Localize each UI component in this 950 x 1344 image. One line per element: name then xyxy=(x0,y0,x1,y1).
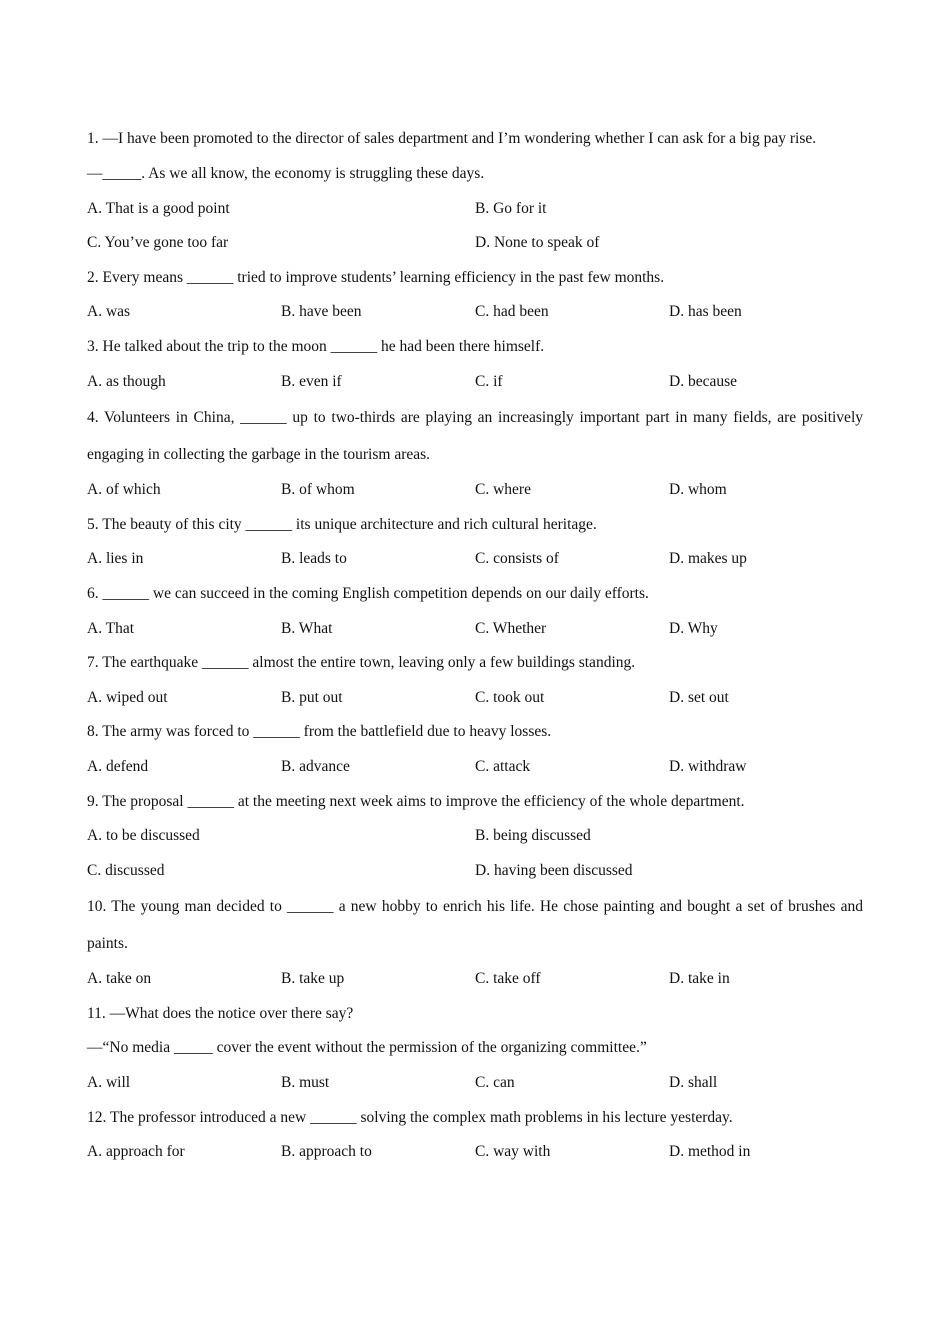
question-2-options xyxy=(87,295,863,330)
exam-page xyxy=(87,120,863,1170)
question-1-response: —_____. As we all know, the economy is struggling these days. xyxy=(87,165,485,182)
option-a: A. will xyxy=(87,1074,131,1092)
option-a: A. take on xyxy=(87,970,152,988)
option-d: D. set out xyxy=(669,688,729,706)
option-b: B. take up xyxy=(281,970,345,988)
option-a: A. was xyxy=(87,303,131,321)
question-8-options xyxy=(87,750,863,785)
question-11-response: —“No media _____ cover the event without the permission of the organizing committee.” xyxy=(87,1039,647,1057)
question-4 xyxy=(87,399,863,508)
option-a: A. lies in xyxy=(87,550,144,568)
question-3-options xyxy=(87,365,863,400)
option-c: C. took out xyxy=(475,688,545,706)
question-9-options xyxy=(87,819,863,854)
option-c: C. Whether xyxy=(475,619,547,637)
question-4-stem: 4. Volunteers in China, ______ up to two-thirds are playing an increasingly important part in many fields, are positively engaging in collecting the garbage in the tourism areas. xyxy=(87,409,863,464)
question-1 xyxy=(87,120,863,261)
option-c: C. discussed xyxy=(87,861,165,879)
option-b: B. put out xyxy=(281,688,343,706)
question-12 xyxy=(87,1101,863,1170)
question-1-options xyxy=(87,226,863,261)
question-9-stem: 9. The proposal ______ at the meeting next week aims to improve the efficiency of the whole department. xyxy=(87,792,745,810)
option-c: C. had been xyxy=(475,303,549,321)
option-d: D. Why xyxy=(669,619,718,637)
option-a: A. That xyxy=(87,619,135,637)
question-6-options xyxy=(87,612,863,647)
option-a: A. wiped out xyxy=(87,688,168,706)
question-2-stem: 2. Every means ______ tried to improve students’ learning efficiency in the past few months. xyxy=(87,268,665,286)
option-a: A. approach for xyxy=(87,1143,185,1161)
option-d: D. shall xyxy=(669,1074,718,1092)
option-c: C. consists of xyxy=(475,550,559,568)
option-b: B. even if xyxy=(281,372,342,390)
question-1-stem: 1. —I have been promoted to the director of sales department and I’m wondering whether I can ask for a big pay rise. xyxy=(87,130,817,147)
option-c: C. can xyxy=(475,1074,515,1092)
option-b: B. Go for it xyxy=(475,199,547,217)
option-b: B. of whom xyxy=(281,481,355,499)
option-d: D. method in xyxy=(669,1143,751,1161)
question-7 xyxy=(87,646,863,715)
question-2 xyxy=(87,261,863,330)
option-b: B. being discussed xyxy=(475,827,591,845)
option-d: D. has been xyxy=(669,303,742,321)
option-a: A. That is a good point xyxy=(87,199,230,217)
question-3 xyxy=(87,330,863,399)
option-c: C. where xyxy=(475,481,531,499)
question-4-options xyxy=(87,473,863,508)
question-11-options xyxy=(87,1066,863,1101)
option-c: C. way with xyxy=(475,1143,551,1161)
option-c: C. You’ve gone too far xyxy=(87,234,229,252)
question-7-stem: 7. The earthquake ______ almost the entire town, leaving only a few buildings standing. xyxy=(87,654,636,672)
option-d: D. makes up xyxy=(669,550,747,568)
question-12-options xyxy=(87,1135,863,1170)
option-a: A. to be discussed xyxy=(87,827,200,845)
option-c: C. take off xyxy=(475,970,541,988)
option-a: A. of which xyxy=(87,481,161,499)
option-d: D. whom xyxy=(669,481,727,499)
question-9 xyxy=(87,785,863,889)
question-9-options xyxy=(87,854,863,889)
option-d: D. because xyxy=(669,372,737,390)
question-12-stem: 12. The professor introduced a new ______ solving the complex math problems in his lecture yesterday. xyxy=(87,1108,733,1126)
question-6 xyxy=(87,577,863,646)
option-a: A. defend xyxy=(87,757,149,775)
option-b: B. have been xyxy=(281,303,362,321)
option-b: B. must xyxy=(281,1074,330,1092)
option-d: D. take in xyxy=(669,970,730,988)
question-10-options xyxy=(87,962,863,997)
question-3-stem: 3. He talked about the trip to the moon ______ he had been there himself. xyxy=(87,337,545,355)
question-5-options xyxy=(87,542,863,577)
option-c: C. if xyxy=(475,372,503,390)
option-c: C. attack xyxy=(475,757,531,775)
question-8 xyxy=(87,715,863,784)
question-7-options xyxy=(87,681,863,716)
question-8-stem: 8. The army was forced to ______ from the battlefield due to heavy losses. xyxy=(87,723,552,741)
option-d: D. having been discussed xyxy=(475,861,633,879)
option-b: B. What xyxy=(281,619,333,637)
question-11 xyxy=(87,997,863,1101)
option-a: A. as though xyxy=(87,372,166,390)
question-5 xyxy=(87,508,863,577)
question-1-options xyxy=(87,192,863,227)
question-10 xyxy=(87,888,863,997)
question-5-stem: 5. The beauty of this city ______ its unique architecture and rich cultural heritage. xyxy=(87,515,597,533)
option-b: B. advance xyxy=(281,757,350,775)
question-10-stem: 10. The young man decided to ______ a new hobby to enrich his life. He chose painting and bought a set of brushes and paints. xyxy=(87,898,863,953)
option-b: B. approach to xyxy=(281,1143,372,1161)
question-11-stem: 11. —What does the notice over there say? xyxy=(87,1004,354,1022)
option-b: B. leads to xyxy=(281,550,347,568)
question-6-stem: 6. ______ we can succeed in the coming English competition depends on our daily efforts. xyxy=(87,584,649,602)
option-d: D. None to speak of xyxy=(475,234,600,252)
option-d: D. withdraw xyxy=(669,757,747,775)
